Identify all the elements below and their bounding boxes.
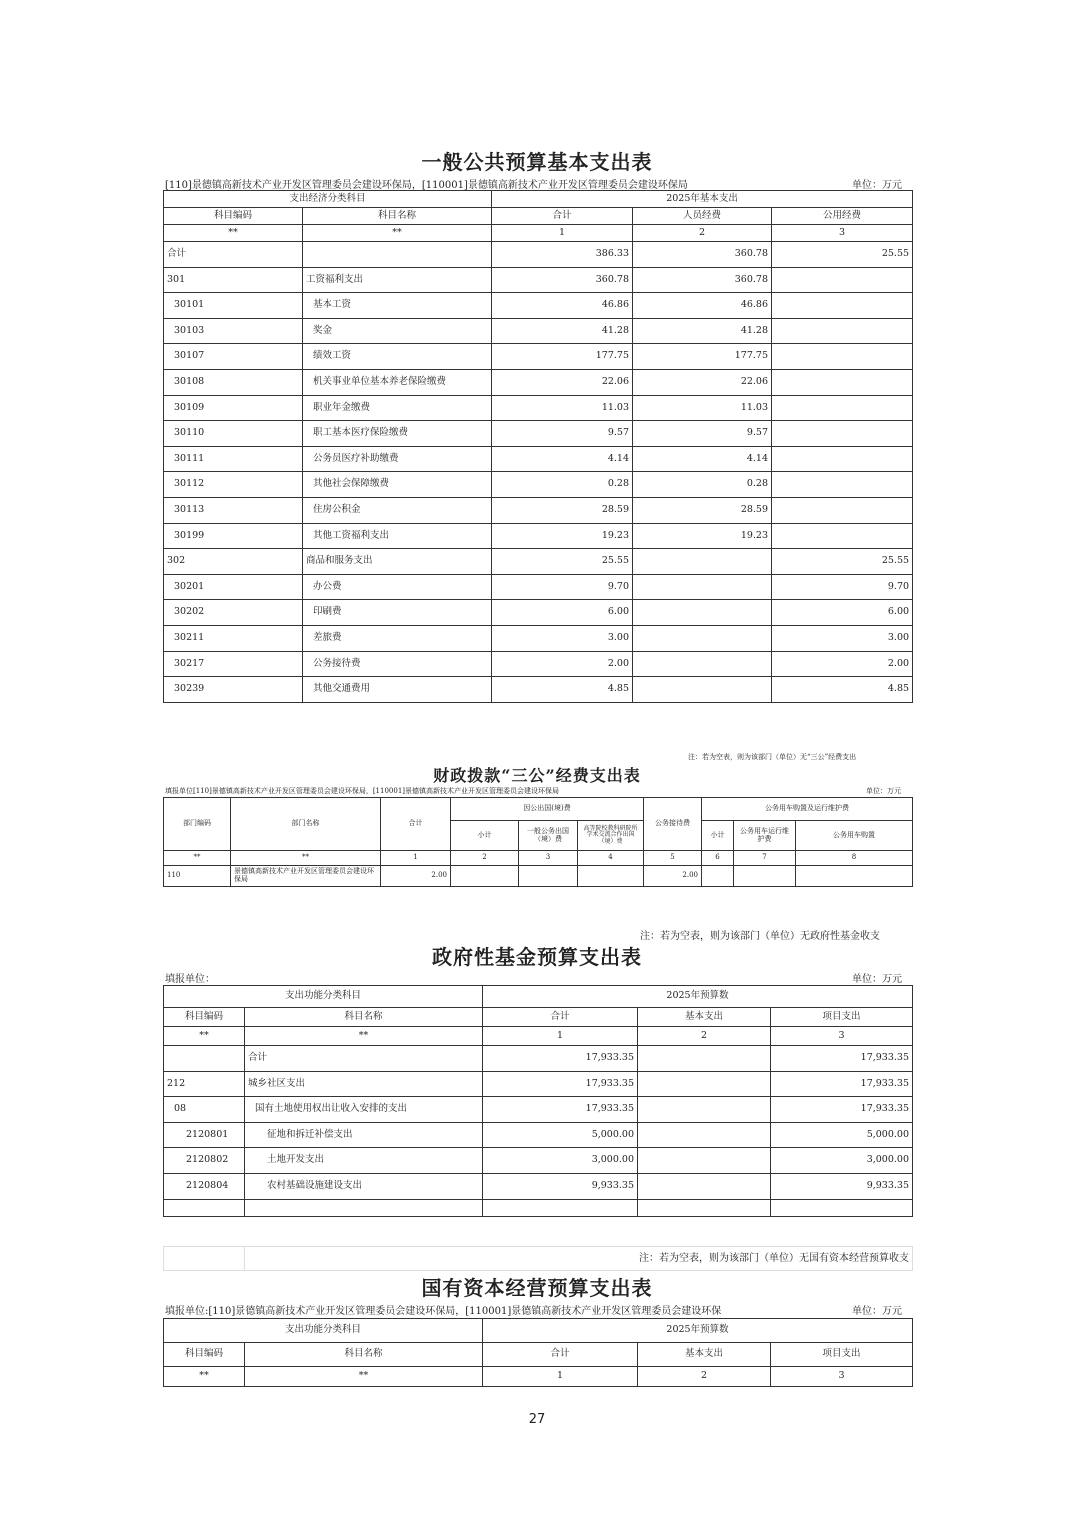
table-row (164, 497, 913, 523)
t2-header-abroad-general: 一般公务出国（境）费 (519, 821, 578, 851)
t1-cell-code: 30113 (164, 497, 303, 523)
t3-cell-total: 5,000.00 (483, 1122, 638, 1148)
t1-header-group-left: 支出经济分类科目 (164, 191, 492, 208)
t1-cell-public (772, 446, 913, 472)
t1-cell-name: 基本工资 (303, 293, 492, 319)
t2-cell-empty (578, 866, 644, 887)
t2-unit: 单位：万元 (866, 787, 901, 795)
t1-cell-name: 机关事业单位基本养老保险缴费 (303, 369, 492, 395)
t1-cell-code: 30103 (164, 318, 303, 344)
t1-cell-total: 41.28 (492, 318, 633, 344)
t1-cell-personnel (633, 651, 772, 677)
t3-unit: 单位：万元 (852, 974, 902, 985)
t1-cell-total: 25.55 (492, 549, 633, 575)
t1-header-group-right: 2025年基本支出 (492, 191, 913, 208)
t2-index-cell: 1 (381, 851, 451, 866)
t2-header-reception: 公务接待费 (644, 798, 702, 851)
t2-header-abroad-academic: 高等院校教科研院所学术交流合作出国（境）费 (578, 821, 644, 851)
t1-cell-code: 30239 (164, 677, 303, 703)
t1-cell-name: 工资福利支出 (303, 267, 492, 293)
t1-cell-personnel: 4.14 (633, 446, 772, 472)
t1-unit: 单位：万元 (852, 180, 902, 191)
t2-header-dept-name: 部门名称 (231, 798, 381, 851)
t1-cell-total: 11.03 (492, 395, 633, 421)
t3-cell-project: 3,000.00 (771, 1148, 913, 1174)
table-row (164, 600, 913, 626)
t3-cell-basic (638, 1173, 771, 1199)
t3-header-name: 科目名称 (245, 1008, 483, 1027)
t1-index-cell: 1 (492, 225, 633, 242)
t1-unit-line: [110]景德镇高新技术产业开发区管理委员会建设环保局，[110001]景德镇高新技术产业开发区管理委员会建设环保局 (165, 180, 688, 191)
table-row (164, 395, 913, 421)
t1-cell-total: 0.28 (492, 472, 633, 498)
t1-cell-name: 商品和服务支出 (303, 549, 492, 575)
t2-index-cell: 2 (451, 851, 519, 866)
t2-cell-reception: 2.00 (644, 866, 702, 887)
table-row (164, 472, 913, 498)
table-row (164, 293, 913, 319)
t3-cell-project: 9,933.35 (771, 1173, 913, 1199)
t4-note-bar-left (164, 1247, 245, 1271)
table-row (164, 421, 913, 447)
table-row (164, 574, 913, 600)
t4-header-basic: 基本支出 (638, 1343, 771, 1367)
t2-unit-line: 填报单位[110]景德镇高新技术产业开发区管理委员会建设环保局，[110001]景德镇高新技术产业开发区管理委员会建设环保局 (165, 787, 560, 795)
t4-header-total: 合计 (483, 1343, 638, 1367)
table-row (164, 549, 913, 575)
t1-header-code: 科目编码 (164, 208, 303, 225)
table-row (164, 369, 913, 395)
table-row (164, 625, 913, 651)
t1-cell-personnel (633, 574, 772, 600)
t3-header-project: 项目支出 (771, 1008, 913, 1027)
t1-title: 一般公共预算基本支出表 (421, 150, 653, 174)
t1-cell-code: 302 (164, 549, 303, 575)
t1-cell-name: 职业年金缴费 (303, 395, 492, 421)
t1-cell-code: 30110 (164, 421, 303, 447)
t1-cell-personnel (633, 677, 772, 703)
t4-header-project: 项目支出 (771, 1343, 913, 1367)
t1-cell-personnel: 22.06 (633, 369, 772, 395)
t3-title: 政府性基金预算支出表 (432, 945, 642, 969)
table-row (164, 344, 913, 370)
t2-index-cell: 3 (519, 851, 578, 866)
t1-cell-public (772, 523, 913, 549)
t1-cell-name: 其他社会保障缴费 (303, 472, 492, 498)
t1-index-cell: 3 (772, 225, 913, 242)
t4-index-cell: 1 (483, 1367, 638, 1387)
t1-cell-total: 28.59 (492, 497, 633, 523)
t1-cell-total: 9.57 (492, 421, 633, 447)
table-row (164, 677, 913, 703)
t1-cell-personnel: 11.03 (633, 395, 772, 421)
t3-cell-total: 17,933.35 (483, 1071, 638, 1097)
t4-note-bar (163, 1246, 913, 1271)
t1-cell-total: 386.33 (492, 242, 633, 268)
t3-cell-empty (771, 1199, 913, 1216)
t1-cell-name: 差旅费 (303, 625, 492, 651)
t3-cell-empty (245, 1199, 483, 1216)
t1-cell-total: 177.75 (492, 344, 633, 370)
t1-cell-code: 30107 (164, 344, 303, 370)
t1-cell-total: 4.85 (492, 677, 633, 703)
t4-index-cell: ** (164, 1367, 245, 1387)
t1-cell-name: 其他交通费用 (303, 677, 492, 703)
t3-cell-total: 3,000.00 (483, 1148, 638, 1174)
t2-index-cell: 5 (644, 851, 702, 866)
t1-cell-code: 30217 (164, 651, 303, 677)
t3-cell-name: 合计 (245, 1046, 483, 1072)
table-row (164, 1148, 913, 1174)
t3-cell-code (164, 1046, 245, 1072)
t1-cell-name: 公务员医疗补助缴费 (303, 446, 492, 472)
t1-cell-name: 公务接待费 (303, 651, 492, 677)
t2-header-total: 合计 (381, 798, 451, 851)
t3-cell-code: 2120804 (164, 1173, 245, 1199)
table-row (164, 446, 913, 472)
t1-cell-public (772, 369, 913, 395)
t3-index-cell: ** (245, 1027, 483, 1046)
t3-cell-name: 农村基础设施建设支出 (245, 1173, 483, 1199)
t3-header-total: 合计 (483, 1008, 638, 1027)
t3-cell-total: 9,933.35 (483, 1173, 638, 1199)
t1-cell-total: 2.00 (492, 651, 633, 677)
t2-header-abroad-subtotal: 小计 (451, 821, 519, 851)
t3-cell-basic (638, 1148, 771, 1174)
t4-header-group-right: 2025年预算数 (483, 1319, 913, 1343)
t1-cell-code: 30101 (164, 293, 303, 319)
page-number: 27 (528, 1412, 546, 1427)
t4-table (163, 1318, 913, 1387)
t3-cell-project: 5,000.00 (771, 1122, 913, 1148)
t2-index-cell: ** (164, 851, 231, 866)
t1-cell-personnel: 360.78 (633, 267, 772, 293)
t1-cell-total: 22.06 (492, 369, 633, 395)
t3-cell-empty (483, 1199, 638, 1216)
t4-header-name: 科目名称 (245, 1343, 483, 1367)
t3-index-cell: 3 (771, 1027, 913, 1046)
t1-cell-personnel: 41.28 (633, 318, 772, 344)
t1-cell-code: 30199 (164, 523, 303, 549)
t2-table (163, 797, 913, 887)
t3-cell-name: 征地和拆迁补偿支出 (245, 1122, 483, 1148)
t3-cell-basic (638, 1046, 771, 1072)
t2-index-cell: 7 (734, 851, 796, 866)
t1-cell-public: 25.55 (772, 242, 913, 268)
t2-index-cell: 6 (702, 851, 734, 866)
t1-cell-public: 25.55 (772, 549, 913, 575)
t1-cell-public: 9.70 (772, 574, 913, 600)
t1-cell-personnel (633, 549, 772, 575)
t1-cell-total: 4.14 (492, 446, 633, 472)
t3-cell-name: 国有土地使用权出让收入安排的支出 (245, 1097, 483, 1123)
t4-header-group-left: 支出功能分类科目 (164, 1319, 483, 1343)
t2-cell-total: 2.00 (381, 866, 451, 887)
t2-index-cell: 8 (796, 851, 913, 866)
t3-header-code: 科目编码 (164, 1008, 245, 1027)
t1-cell-code: 30108 (164, 369, 303, 395)
t4-header-code: 科目编码 (164, 1343, 245, 1367)
t1-header-public: 公用经费 (772, 208, 913, 225)
t1-cell-public (772, 472, 913, 498)
table-row (164, 1097, 913, 1123)
t1-index-cell: ** (303, 225, 492, 242)
table-row (164, 1071, 913, 1097)
t2-index-cell: ** (231, 851, 381, 866)
table-row (164, 1199, 913, 1216)
table-row (164, 523, 913, 549)
table-row (164, 242, 913, 268)
t3-cell-name: 城乡社区支出 (245, 1071, 483, 1097)
table-row (164, 651, 913, 677)
t1-cell-public (772, 293, 913, 319)
t1-cell-code: 30109 (164, 395, 303, 421)
t1-cell-personnel: 177.75 (633, 344, 772, 370)
t1-cell-name (303, 242, 492, 268)
t3-note: 注：若为空表，则为该部门（单位）无政府性基金收支 (640, 931, 880, 942)
t1-cell-total: 9.70 (492, 574, 633, 600)
t1-cell-code: 301 (164, 267, 303, 293)
t1-cell-public (772, 318, 913, 344)
t1-cell-code: 合计 (164, 242, 303, 268)
t3-cell-basic (638, 1122, 771, 1148)
t1-cell-personnel: 0.28 (633, 472, 772, 498)
t3-header-basic: 基本支出 (638, 1008, 771, 1027)
t2-index-cell: 4 (578, 851, 644, 866)
t2-title: 财政拨款“三公”经费支出表 (433, 766, 641, 785)
t1-cell-code: 30112 (164, 472, 303, 498)
t1-cell-public (772, 395, 913, 421)
t2-header-vehicle-subtotal: 小计 (702, 821, 734, 851)
t2-header-dept-code: 部门编码 (164, 798, 231, 851)
t4-index-cell: ** (245, 1367, 483, 1387)
t2-cell-empty (734, 866, 796, 887)
t1-cell-personnel: 360.78 (633, 242, 772, 268)
t1-cell-name: 印刷费 (303, 600, 492, 626)
t1-header-total: 合计 (492, 208, 633, 225)
t3-cell-code: 2120801 (164, 1122, 245, 1148)
t3-index-cell: 1 (483, 1027, 638, 1046)
t3-index-cell: ** (164, 1027, 245, 1046)
t3-index-cell: 2 (638, 1027, 771, 1046)
t4-index-cell: 2 (638, 1367, 771, 1387)
t3-header-group-right: 2025年预算数 (483, 986, 913, 1008)
t3-cell-project: 17,933.35 (771, 1071, 913, 1097)
t1-cell-public: 3.00 (772, 625, 913, 651)
t1-header-personnel: 人员经费 (633, 208, 772, 225)
t1-cell-public (772, 421, 913, 447)
t1-cell-total: 46.86 (492, 293, 633, 319)
t2-cell-code: 110 (164, 866, 231, 887)
t1-cell-personnel: 28.59 (633, 497, 772, 523)
t3-cell-total: 17,933.35 (483, 1097, 638, 1123)
t1-cell-personnel: 19.23 (633, 523, 772, 549)
t1-cell-total: 6.00 (492, 600, 633, 626)
t3-cell-code: 08 (164, 1097, 245, 1123)
t2-header-vehicle-buy: 公务用车购置 (796, 821, 913, 851)
t1-cell-name: 办公费 (303, 574, 492, 600)
t1-cell-name: 其他工资福利支出 (303, 523, 492, 549)
table-row (164, 866, 913, 887)
t2-header-vehicle-run: 公务用车运行维护费 (734, 821, 796, 851)
t1-cell-personnel (633, 600, 772, 626)
t1-cell-public: 4.85 (772, 677, 913, 703)
t1-cell-code: 30111 (164, 446, 303, 472)
t3-cell-project: 17,933.35 (771, 1097, 913, 1123)
t3-unit-line: 填报单位： (165, 974, 215, 985)
t1-cell-code: 30211 (164, 625, 303, 651)
t4-note: 注：若为空表，则为该部门（单位）无国有资本经营预算收支 (245, 1247, 913, 1271)
t4-unit-line: 填报单位:[110]景德镇高新技术产业开发区管理委员会建设环保局，[110001]景德镇高新技术产业开发区管理委员会建设环保 (165, 1306, 722, 1317)
t2-cell-name: 景德镇高新技术产业开发区管理委员会建设环保局 (231, 866, 381, 887)
t1-cell-name: 住房公积金 (303, 497, 492, 523)
table-row (164, 267, 913, 293)
t3-cell-code: 2120802 (164, 1148, 245, 1174)
t3-cell-project: 17,933.35 (771, 1046, 913, 1072)
t1-cell-total: 3.00 (492, 625, 633, 651)
t2-note: 注：若为空表，则为该部门（单位）无“三公”经费支出 (688, 753, 857, 761)
t1-cell-public: 6.00 (772, 600, 913, 626)
t1-cell-personnel (633, 625, 772, 651)
t2-cell-empty (702, 866, 734, 887)
table-row (164, 1173, 913, 1199)
table-row (164, 1122, 913, 1148)
t2-cell-empty (796, 866, 913, 887)
t1-header-name: 科目名称 (303, 208, 492, 225)
t2-cell-empty (451, 866, 519, 887)
t1-cell-total: 19.23 (492, 523, 633, 549)
t3-cell-total: 17,933.35 (483, 1046, 638, 1072)
t4-unit: 单位：万元 (852, 1306, 902, 1317)
table-row (164, 1046, 913, 1072)
t4-index-cell: 3 (771, 1367, 913, 1387)
t3-header-group-left: 支出功能分类科目 (164, 986, 483, 1008)
t1-index-cell: ** (164, 225, 303, 242)
t2-header-abroad: 因公出国(境)费 (451, 798, 644, 821)
t3-table (163, 985, 913, 1217)
t1-cell-total: 360.78 (492, 267, 633, 293)
t2-header-vehicle: 公务用车购置及运行维护费 (702, 798, 913, 821)
t3-cell-basic (638, 1097, 771, 1123)
t1-cell-public: 2.00 (772, 651, 913, 677)
t1-cell-name: 职工基本医疗保险缴费 (303, 421, 492, 447)
t3-cell-name: 土地开发支出 (245, 1148, 483, 1174)
t3-cell-code: 212 (164, 1071, 245, 1097)
t1-index-cell: 2 (633, 225, 772, 242)
t1-table (163, 190, 913, 703)
t1-cell-public (772, 344, 913, 370)
t3-cell-basic (638, 1071, 771, 1097)
t1-cell-public (772, 267, 913, 293)
t3-cell-empty (638, 1199, 771, 1216)
t1-cell-name: 奖金 (303, 318, 492, 344)
table-row (164, 318, 913, 344)
t3-cell-empty (164, 1199, 245, 1216)
t2-cell-empty (519, 866, 578, 887)
t4-title: 国有资本经营预算支出表 (421, 1276, 653, 1300)
t1-cell-personnel: 9.57 (633, 421, 772, 447)
t1-cell-name: 绩效工资 (303, 344, 492, 370)
t1-cell-public (772, 497, 913, 523)
t1-cell-code: 30201 (164, 574, 303, 600)
t1-cell-code: 30202 (164, 600, 303, 626)
t1-cell-personnel: 46.86 (633, 293, 772, 319)
